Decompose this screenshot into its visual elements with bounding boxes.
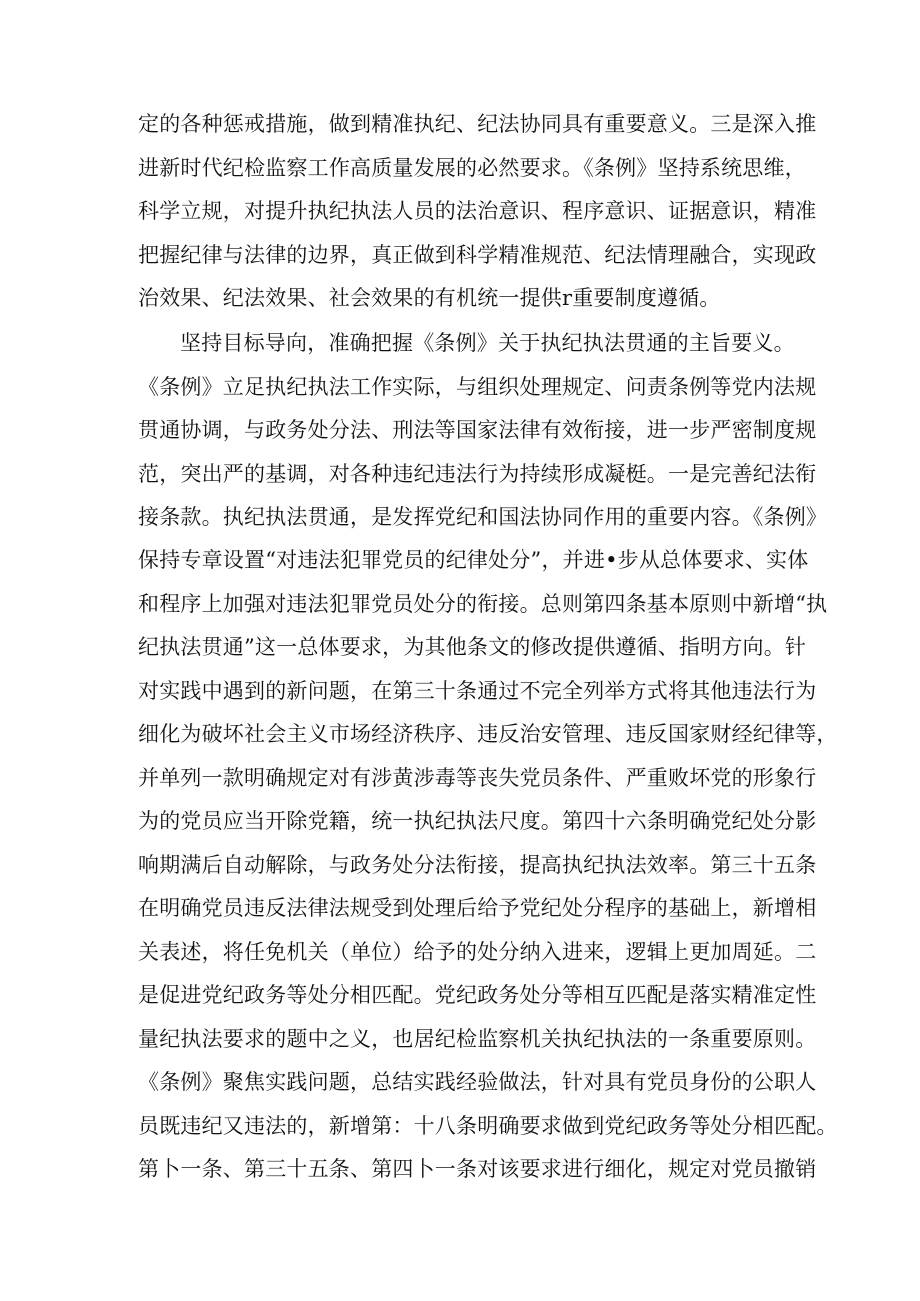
text-line-12: 和程序上加强对违法犯罪党员处分的衔接。总则第四条基本原则中新增“执: [138, 592, 828, 616]
text-line-25: 第卜一条、第三十五条、第四卜一条对该要求进行细化，规定对党员撤销: [138, 1157, 817, 1181]
text-line-4: 把握纪律与法律的边界，真正做到科学精准规范、纪法情理融合，实现政: [138, 243, 817, 267]
text-line-9: 范，突出严的基调，对各种违纪违法行为持续形成凝梃。一是完善纪法衔: [138, 462, 817, 486]
text-line-24: 员既违纪又违法的，新增第：十八条明确要求做到党纪政务等处分相匹配。: [138, 1114, 838, 1138]
text-line-13: 纪执法贯通”这一总体要求，为其他条文的修改提供遵循、指明方向。针: [138, 635, 807, 659]
text-line-14: 对实践中遇到的新问题，在第三十条通过不完全列举方式将其他违法行为: [138, 679, 817, 703]
text-line-1: 定的各种惩戒措施，做到精准执纪、纪法协同具有重要意义。三是深入推: [138, 112, 817, 136]
text-line-21: 是促进党纪政务等处分相匹配。党纪政务处分等相互匹配是落实精准定性: [138, 983, 817, 1007]
text-line-8: 贯通协调，与政务处分法、刑法等国家法律有效衔接，进一步严密制度规: [138, 418, 817, 442]
text-line-17: 为的党员应当开除党籍，统一执纪执法尺度。第四十六条明确党纪处分影: [138, 809, 817, 833]
text-line-20: 关表述，将任免机关（单位）给予的处分纳入进来，逻辑上更加周延。二: [138, 940, 817, 964]
text-line-5: 治效果、纪法效果、社会效果的有机统一提供r重要制度遵循。: [138, 286, 721, 310]
text-line-16: 并单列一款明确规定对有涉黄涉毒等丧失党员条件、严重败坏党的形象行: [138, 766, 817, 790]
text-line-11: 保持专章设置“对违法犯罪党员的纪律处分”，并进•步从总体要求、实体: [138, 548, 809, 572]
text-line-3: 科学立规，对提升执纪执法人员的法治意识、程序意识、证据意识，精准: [138, 199, 817, 223]
text-line-15: 细化为破坏社会主义市场经济秩序、违反治安管理、违反国家财经纪律等，: [138, 722, 838, 746]
text-line-10: 接条款。执纪执法贯通，是发挥党纪和国法协同作用的重要内容。《条例》: [138, 505, 828, 529]
text-line-18: 响期满后自动解除，与政务处分法衔接，提高执纪执法效率。第三十五条: [138, 853, 817, 877]
text-line-23: 《条例》聚焦实践问题，总结实践经验做法，针对具有党员身份的公职人: [138, 1070, 817, 1094]
text-line-2: 进新时代纪检监察工作高质量发展的必然要求。《条例》坚持系统思维，: [138, 156, 806, 180]
text-line-19: 在明确党员违反法律法规受到处理后给予党纪处分程序的基础上，新增相: [138, 896, 817, 920]
text-line-7: 《条例》立足执纪执法工作实际，与组织处理规定、问责条例等党内法规: [138, 375, 817, 399]
paragraph-2-first-line: 坚持目标导向，准确把握《条例》关于执纪执法贯通的主旨要义。: [180, 331, 795, 355]
text-line-22: 量纪执法要求的题中之义，也居纪检监察机关执纪执法的一条重要原则。: [138, 1027, 817, 1051]
